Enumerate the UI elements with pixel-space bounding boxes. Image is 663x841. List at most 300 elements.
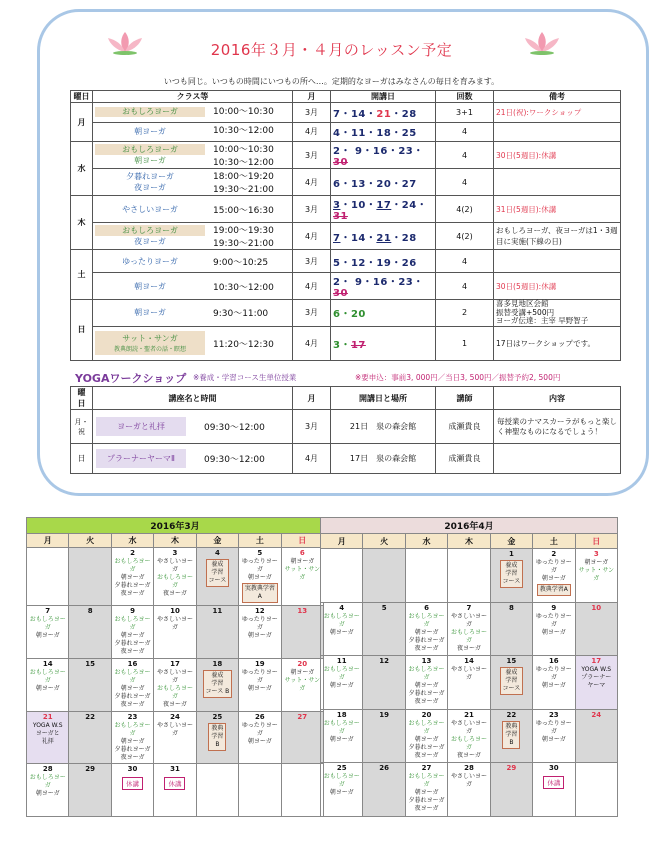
calendar-day-cell (196, 764, 238, 817)
class-time: 18:00〜19:20 (213, 172, 274, 182)
calendar-event: 夜ヨーガ (120, 700, 145, 708)
table-header-row (71, 91, 621, 103)
calendar-day-cell (575, 656, 617, 710)
lesson-count: 3+1 (436, 103, 494, 123)
lesson-dates: 2・ 9・16・23・30 (331, 273, 436, 300)
lesson-count: 4 (436, 169, 494, 196)
day-number: 26 (254, 712, 265, 721)
lesson-dates: 7・14・21・28 (331, 103, 436, 123)
workshop-title: YOGAワークショップ (75, 372, 187, 385)
day-label: 土 (71, 250, 93, 300)
calendar-event: 夜ヨーガ (120, 753, 145, 761)
calendar-day-cell (321, 709, 363, 763)
lesson-count: 4(2) (436, 223, 494, 250)
class-time: 15:00〜16:30 (213, 205, 274, 216)
calendar-day-cell (27, 711, 69, 764)
day-number: 5 (257, 549, 263, 558)
class-name: おもしろヨーガ (95, 107, 205, 117)
day-number: 14 (464, 657, 474, 666)
calendar-event: ゆったりヨーガ (241, 616, 278, 632)
day-number: 12 (379, 657, 389, 666)
calendar-day-cell (448, 602, 490, 656)
calendar-event: 夜ヨーガ (457, 751, 481, 759)
day-label: 日 (71, 444, 93, 474)
table-row (71, 410, 621, 444)
calendar-event: 朝ヨーガ (120, 737, 145, 745)
calendar-day-cell (405, 656, 447, 710)
calendar-event: おもしろヨーガ (450, 628, 487, 644)
calendar-event: おもしろヨーガ (450, 735, 487, 751)
day-number: 12 (254, 607, 265, 616)
calendar-day-cell (363, 763, 405, 817)
calendar-event: ゆったりヨーガ (241, 558, 278, 574)
calendar-day-cell (405, 763, 447, 817)
workshop-name: ヨーガと礼拝 (96, 417, 186, 436)
calendar-day-cell (69, 548, 111, 606)
calendar-event: ゆったりヨーガ (535, 612, 572, 628)
table-row (71, 196, 621, 223)
calendar-event: 夜ヨーガ (163, 590, 187, 598)
lesson-count: 1 (436, 326, 494, 360)
lesson-count: 4(2) (436, 196, 494, 223)
calendar-event: 夕暮れヨーガ (114, 640, 151, 648)
workshop-content: 毎授業のナマスカーラがもっと楽しく神聖なものになるでしょう！ (494, 410, 621, 444)
month: 3月 (293, 410, 331, 444)
day-number: 31 (170, 765, 180, 774)
day-number: 24 (591, 710, 602, 719)
lesson-count: 4 (436, 142, 494, 169)
calendar-day-cell (69, 711, 111, 764)
month: 4月 (293, 122, 331, 142)
calendar-event: おもしろヨーガ (29, 774, 66, 790)
day-number: 19 (254, 659, 265, 668)
class-time: 10:00〜10:30 (213, 106, 274, 117)
course-badge: 養成 学習 コース B (203, 670, 233, 698)
calendar-day-cell (490, 709, 532, 763)
calendar-event: ゆったりヨーガ (535, 558, 572, 574)
day-number: 3 (172, 549, 178, 558)
calendar-event: 夜ヨーガ (414, 751, 439, 759)
calendar-event: おもしろヨーガ (114, 616, 151, 632)
day-number: 18 (212, 659, 223, 668)
lesson-dates: 6・20 (331, 300, 436, 327)
calendar-day-cell (321, 763, 363, 817)
calendar-day-cell (27, 764, 69, 817)
calendar-day-cell (111, 548, 153, 606)
calendar-event: おもしろヨーガ (156, 574, 193, 590)
workshop-price-note: ※要申込：事前3, 000円／当日3, 500円／振替予約2, 500円 (355, 373, 561, 382)
calendar-event: おもしろヨーガ (114, 668, 151, 684)
day-number: 21 (464, 710, 474, 719)
day-number: 10 (170, 607, 180, 616)
day-number: 25 (212, 712, 223, 721)
month: 4月 (293, 223, 331, 250)
calendar-day-cell (321, 656, 363, 710)
lesson-schedule-table (70, 90, 621, 361)
calendar-event: 朝ヨーガ (120, 684, 145, 692)
calendar-event: 夜ヨーガ (163, 700, 187, 708)
calendar-day-cell (490, 548, 532, 602)
calendar-event: 夜ヨーガ (414, 698, 439, 706)
calendar-day-cell (281, 658, 323, 711)
calendar-event: 夜ヨーガ (120, 648, 145, 656)
day-number: 14 (42, 659, 53, 668)
calendar-event: やさしいヨーガ (156, 616, 193, 632)
day-number: 6 (424, 603, 429, 612)
class-name: サット・サンガ (122, 334, 178, 344)
header-notes: 備考 (494, 91, 621, 103)
course-badge: 教典学習A (537, 584, 571, 596)
calendar-event: サット・サンガ (284, 566, 321, 582)
month: 3月 (293, 250, 331, 273)
calendar-event: ゆったりヨーガ (241, 668, 278, 684)
class-name: おもしろヨーガ (95, 144, 205, 155)
calendar-event: 朝ヨーガ (414, 789, 439, 797)
day-number: 22 (85, 712, 95, 721)
day-number: 26 (379, 764, 389, 773)
day-number: 11 (336, 657, 347, 666)
calendar-event: 朝ヨーガ (414, 682, 439, 690)
calendar-day-cell (196, 548, 238, 606)
class-name: 朝ヨーガ (134, 126, 166, 136)
day-number: 4 (339, 603, 345, 612)
calendar-day-cell (154, 764, 196, 817)
day-label: 月 (71, 103, 93, 142)
day-number: 29 (85, 765, 95, 774)
table-row (71, 122, 621, 142)
class-name: 朝ヨーガ (134, 308, 166, 318)
day-number: 17 (170, 659, 180, 668)
calendar-day-cell (69, 606, 111, 659)
calendar-event: 朝ヨーガ (247, 684, 272, 692)
class-time: 19:30〜21:00 (213, 185, 274, 195)
calendar-day-cell (448, 763, 490, 817)
header-dates: 開講日 (331, 91, 436, 103)
calendar-day-cell (111, 606, 153, 659)
lesson-count: 4 (436, 273, 494, 300)
day-number: 21 (42, 712, 53, 721)
day-number: 7 (466, 603, 472, 612)
day-label: 月・祝 (71, 410, 93, 444)
calendar-day-cell (27, 658, 69, 711)
table-row (71, 300, 621, 327)
calendar-event: YOGA W.S (581, 666, 612, 674)
header-course: 講座名と時間 (93, 387, 293, 410)
workshop-time: 09:30〜12:00 (204, 423, 265, 433)
calendar-event: 夕暮れヨーガ (408, 797, 445, 805)
calendar-day-cell (27, 606, 69, 659)
calendar-march (26, 517, 324, 817)
calendar-day-cell (575, 709, 617, 763)
calendar-day-cell (533, 709, 575, 763)
calendar-day-cell (321, 602, 363, 656)
day-number: 28 (464, 764, 474, 773)
course-badge: 教典 学習 B (208, 723, 226, 751)
calendar-day-cell (196, 658, 238, 711)
class-time: 9:00〜10:25 (213, 257, 269, 268)
calendar-day-cell (27, 548, 69, 606)
weekday-header: 金 (490, 534, 532, 548)
day-number: 9 (130, 607, 135, 616)
calendar-event: 朝ヨーガ (35, 790, 60, 798)
calendar-day-cell (281, 548, 323, 606)
day-number: 8 (508, 603, 514, 612)
page-title: 2016年３月・４月のレッスン予定 (210, 41, 453, 59)
calendar-event: おもしろヨーガ (29, 668, 66, 684)
day-number: 16 (127, 659, 138, 668)
day-label: 水 (71, 142, 93, 196)
remark: 17日はワークショップです。 (494, 326, 621, 360)
calendar-day-cell (490, 656, 532, 710)
lesson-count: 4 (436, 250, 494, 273)
table-row (71, 142, 621, 169)
cancelled-badge: 休講 (164, 777, 185, 790)
calendar-event: 朝ヨーガ (329, 628, 354, 636)
remark: 30日(5週目):休講 (494, 142, 621, 169)
calendar-day-cell (196, 711, 238, 764)
calendar-event: 礼拝 (41, 737, 54, 745)
month: 4月 (293, 273, 331, 300)
calendar-day-cell (154, 548, 196, 606)
calendar-event: 朝ヨーガ (541, 735, 566, 743)
calendar-event: 朝ヨーガ (290, 668, 315, 676)
calendar-event: 朝ヨーガ (329, 735, 354, 743)
weekday-header: 月 (27, 534, 69, 548)
class-name: 夜ヨーガ (134, 183, 166, 192)
weekday-header: 水 (111, 534, 153, 548)
calendar-event: おもしろヨーガ (323, 612, 360, 628)
day-number: 4 (214, 549, 220, 558)
calendar-event: 夜ヨーガ (457, 644, 481, 652)
calendar-event: 朝ヨーガ (290, 558, 315, 566)
teacher: 成瀬貴良 (436, 444, 494, 474)
day-number: 6 (299, 549, 305, 558)
calendar-event: 朝ヨーガ (247, 737, 272, 745)
calendar-event: 朝ヨーガ (247, 632, 272, 640)
calendar-day-cell (281, 606, 323, 659)
calendar-event: ゆったりヨーガ (535, 719, 572, 735)
month: 4月 (293, 326, 331, 360)
calendar-event: 朝ヨーガ (247, 574, 272, 582)
calendar-event: おもしろヨーガ (114, 721, 151, 737)
calendar-event: 朝ヨーガ (414, 735, 439, 743)
day-label: 日 (71, 300, 93, 361)
calendar-event: 朝ヨーガ (584, 558, 609, 566)
cancelled-badge: 休講 (122, 777, 143, 790)
workshop-header (75, 370, 615, 384)
calendar-event: ヤーマ (587, 682, 606, 690)
remark: 31日(5週目):休講 (494, 196, 621, 223)
calendar-event: 夕暮れヨーガ (114, 692, 151, 700)
weekday-header: 火 (69, 534, 111, 548)
calendar-day-cell (363, 656, 405, 710)
workshop-name: プラーナーヤーマⅡ (96, 449, 186, 468)
table-row (71, 273, 621, 300)
calendar-event: 朝ヨーガ (329, 789, 354, 797)
calendar-event: 朝ヨーガ (329, 682, 354, 690)
calendar-event: おもしろヨーガ (408, 719, 445, 735)
calendar-day-cell (196, 606, 238, 659)
day-number: 23 (548, 710, 559, 719)
calendar-day-cell (239, 658, 281, 711)
class-time: 9:30〜11:00 (213, 309, 269, 320)
course-badge: 教典 学習 B (502, 721, 520, 749)
calendar-day-cell (490, 763, 532, 817)
lesson-count: 2 (436, 300, 494, 327)
month: 3月 (293, 300, 331, 327)
workshop-time: 09:30〜12:00 (204, 455, 265, 465)
day-number: 23 (127, 712, 138, 721)
day-number: 30 (127, 765, 138, 774)
day-number: 17 (591, 657, 602, 666)
workshop-table (70, 386, 621, 474)
calendar-day-cell (533, 656, 575, 710)
calendar-event: ゆったりヨーガ (535, 666, 572, 682)
remark: 喜多見地区会館 振替受講+500円 ヨーガ伝達：主宰 早野智子 (494, 300, 621, 327)
calendar-event: おもしろヨーガ (323, 666, 360, 682)
remark: おもしろヨーガ、夜ヨーガは1・3週目に実施(下線の日) (494, 223, 621, 250)
class-time: 11:20〜12:30 (213, 339, 274, 350)
calendar-day-cell (575, 763, 617, 817)
day-number: 2 (551, 549, 557, 558)
lesson-dates: 3・17 (331, 326, 436, 360)
calendar-day-cell (239, 764, 281, 817)
day-number: 24 (170, 712, 180, 721)
lesson-dates: 6・13・20・27 (331, 169, 436, 196)
class-time: 10:00〜10:30 (213, 145, 274, 155)
workshop-date: 17日 (349, 454, 369, 463)
course-badge: 実教典学習 A (242, 583, 278, 603)
calendar-day-cell (154, 606, 196, 659)
class-name: 夜ヨーガ (134, 237, 166, 246)
calendar-event: 夜ヨーガ (414, 805, 439, 813)
weekday-header: 火 (363, 534, 405, 548)
calendar-day-cell (239, 711, 281, 764)
class-name: 朝ヨーガ (134, 156, 166, 165)
calendar-day-cell (239, 606, 281, 659)
calendar-event: おもしろヨーガ (408, 666, 445, 682)
calendar-event: プラーナー (581, 674, 612, 682)
month: 3月 (293, 196, 331, 223)
calendar-event: ゆったりヨーガ (241, 721, 278, 737)
calendar-month-title: 2016年4月 (321, 518, 618, 534)
course-badge: 養成 学習 コース (500, 667, 524, 695)
remark: 30日(5週目):休講 (494, 273, 621, 300)
calendar-event: 朝ヨーガ (35, 684, 60, 692)
day-number: 16 (548, 657, 559, 666)
calendar-day-cell (490, 602, 532, 656)
weekday-header: 木 (154, 534, 196, 548)
class-name: 夕暮れヨーガ (126, 172, 174, 181)
weekday-header: 金 (196, 534, 238, 548)
class-subtitle: 教典朗読・聖者の話・瞑想 (113, 346, 186, 354)
class-time: 10:30〜12:00 (213, 126, 274, 137)
table-row (71, 444, 621, 474)
calendar-event: おもしろヨーガ (408, 612, 445, 628)
table-row (71, 103, 621, 123)
class-time: 19:30〜21:00 (213, 239, 274, 249)
table-row (71, 326, 621, 360)
class-time: 19:00〜19:30 (213, 226, 274, 236)
calendar-event: 夕暮れヨーガ (114, 745, 151, 753)
calendar-day-cell (281, 764, 323, 817)
day-number: 15 (506, 657, 517, 666)
calendar-event: やさしいヨーガ (156, 721, 193, 737)
day-number: 20 (421, 710, 432, 719)
calendar-event: 朝ヨーガ (541, 682, 566, 690)
month: 4月 (293, 169, 331, 196)
day-number: 11 (212, 607, 223, 616)
calendar-day-cell (321, 548, 363, 602)
lesson-dates: 3・10・17・24・31 (331, 196, 436, 223)
calendar-day-cell (363, 709, 405, 763)
workshop-date: 21日 (349, 422, 369, 431)
calendar-event: 夕暮れヨーガ (408, 743, 445, 751)
lesson-dates: 4・11・18・25 (331, 122, 436, 142)
calendar-day-cell (533, 763, 575, 817)
day-number: 20 (297, 659, 308, 668)
header-count: 回数 (436, 91, 494, 103)
day-number: 2 (130, 549, 135, 558)
workshop-note: ※養成・学習コース生単位授業 (193, 373, 297, 382)
header-date-place: 開講日と場所 (331, 387, 436, 410)
class-name: おもしろヨーガ (95, 225, 205, 236)
header-month: 月 (293, 387, 331, 410)
calendar-day-cell (363, 548, 405, 602)
day-number: 8 (87, 607, 93, 616)
day-number: 9 (551, 603, 557, 612)
day-number: 7 (45, 607, 51, 616)
calendar-event: 朝ヨーガ (541, 574, 566, 582)
course-badge: 養成 学習 コース (206, 559, 230, 587)
day-number: 1 (508, 549, 514, 558)
day-number: 13 (297, 607, 308, 616)
calendar-day-cell (363, 602, 405, 656)
calendar-day-cell (405, 709, 447, 763)
calendar-day-cell (448, 656, 490, 710)
lesson-dates: 7・14・21・28 (331, 223, 436, 250)
header-class: クラス等 (93, 91, 293, 103)
calendar-event: 朝ヨーガ (35, 632, 60, 640)
day-number: 5 (381, 603, 387, 612)
header-month: 月 (293, 91, 331, 103)
calendar-day-cell (533, 602, 575, 656)
class-name: 朝ヨーガ (134, 281, 166, 291)
day-number: 25 (336, 764, 347, 773)
lesson-dates: 2・ 9・16・23・30 (331, 142, 436, 169)
calendar-day-cell (448, 709, 490, 763)
calendar-month-title: 2016年3月 (27, 518, 324, 534)
teacher: 成瀬貴良 (436, 410, 494, 444)
calendar-day-cell (111, 764, 153, 817)
page-subtitle: いつも同じ。いつもの時間にいつもの所へ…。定期的なヨーガはみなさんの毎日を育みます。 (163, 77, 500, 86)
workshop-place: 泉の森会館 (376, 422, 417, 431)
calendar-event: 夕暮れヨーガ (114, 582, 151, 590)
weekday-header: 月 (321, 534, 363, 548)
day-number: 19 (379, 710, 389, 719)
calendar-event: サット・サンガ (578, 566, 615, 582)
calendar-day-cell (69, 764, 111, 817)
day-number: 10 (591, 603, 602, 612)
calendar-day-cell (154, 658, 196, 711)
calendar-event: 夜ヨーガ (120, 590, 145, 598)
calendar-event: やさしいヨーガ (450, 719, 487, 735)
calendar-event: おもしろヨーガ (408, 773, 445, 789)
day-number: 18 (336, 710, 347, 719)
calendar-event: 朝ヨーガ (541, 628, 566, 636)
header-day: 曜日 (71, 387, 93, 410)
calendar-day-cell (575, 548, 617, 602)
